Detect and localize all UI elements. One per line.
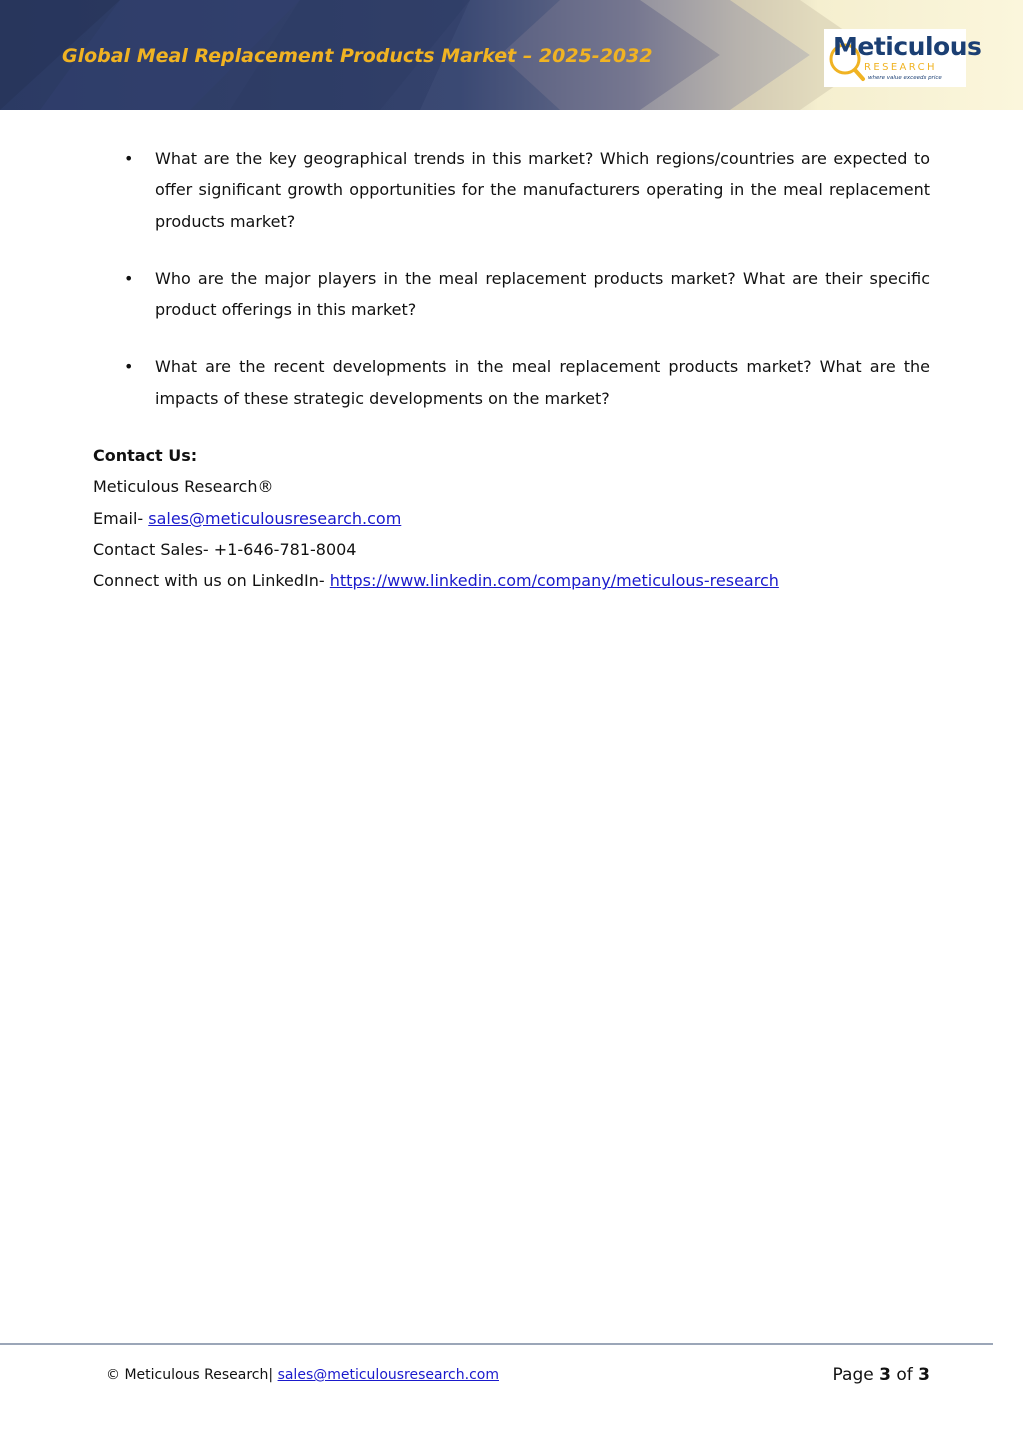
linkedin-label: Connect with us on LinkedIn- — [93, 571, 330, 591]
contact-section — [93, 440, 930, 596]
company-name: Meticulous Research® — [93, 477, 274, 497]
footer-divider — [0, 1343, 993, 1345]
linkedin-line — [93, 565, 930, 596]
email-label: Email- — [93, 508, 149, 528]
question-list — [93, 143, 930, 414]
document-title: Global Meal Replacement Products Market – 2025-2032 — [62, 45, 653, 67]
logo-tagline: where value exceeds price — [868, 75, 942, 81]
footer-email-link[interactable]: sales@meticulousresearch.com — [277, 1367, 499, 1383]
bullet-marker: • — [124, 149, 134, 168]
footer-copyright — [106, 1367, 499, 1383]
bullet-marker: • — [124, 357, 134, 377]
page-of: of — [890, 1365, 919, 1385]
page-word: Page — [832, 1365, 880, 1385]
email-line — [93, 503, 930, 534]
header-banner — [0, 0, 1023, 110]
list-item — [93, 143, 930, 237]
contact-heading: Contact Us: — [93, 446, 198, 466]
list-item — [93, 263, 930, 326]
question-text: What are the recent developments in the meal replacement products market? What are the impacts of these strategic developments on the market? — [155, 357, 930, 408]
logo-wordmark: Meticulous — [833, 32, 982, 61]
meticulous-research-logo — [824, 29, 982, 87]
copyright-text: © Meticulous Research| — [106, 1367, 278, 1383]
linkedin-link[interactable]: https://www.linkedin.com/company/meticulous-research — [329, 571, 779, 591]
bullet-marker: • — [124, 268, 134, 288]
question-text: Who are the major players in the meal replacement products market? What are their specific product offerings in this market? — [155, 268, 930, 320]
list-item — [93, 351, 930, 414]
logo-subtitle: RESEARCH — [864, 62, 937, 73]
question-text: What are the key geographical trends in this market? Which regions/countries are expected to offer significant growth opportunities for the manufacturers operating in the meal replacement products market? — [155, 149, 930, 231]
page-number — [833, 1365, 930, 1385]
page-total: 3 — [918, 1365, 930, 1385]
email-link[interactable]: sales@meticulousresearch.com — [148, 508, 402, 528]
main-content — [93, 143, 930, 597]
sales-phone: Contact Sales- +1-646-781-8004 — [93, 539, 357, 559]
page-current: 3 — [879, 1365, 891, 1385]
